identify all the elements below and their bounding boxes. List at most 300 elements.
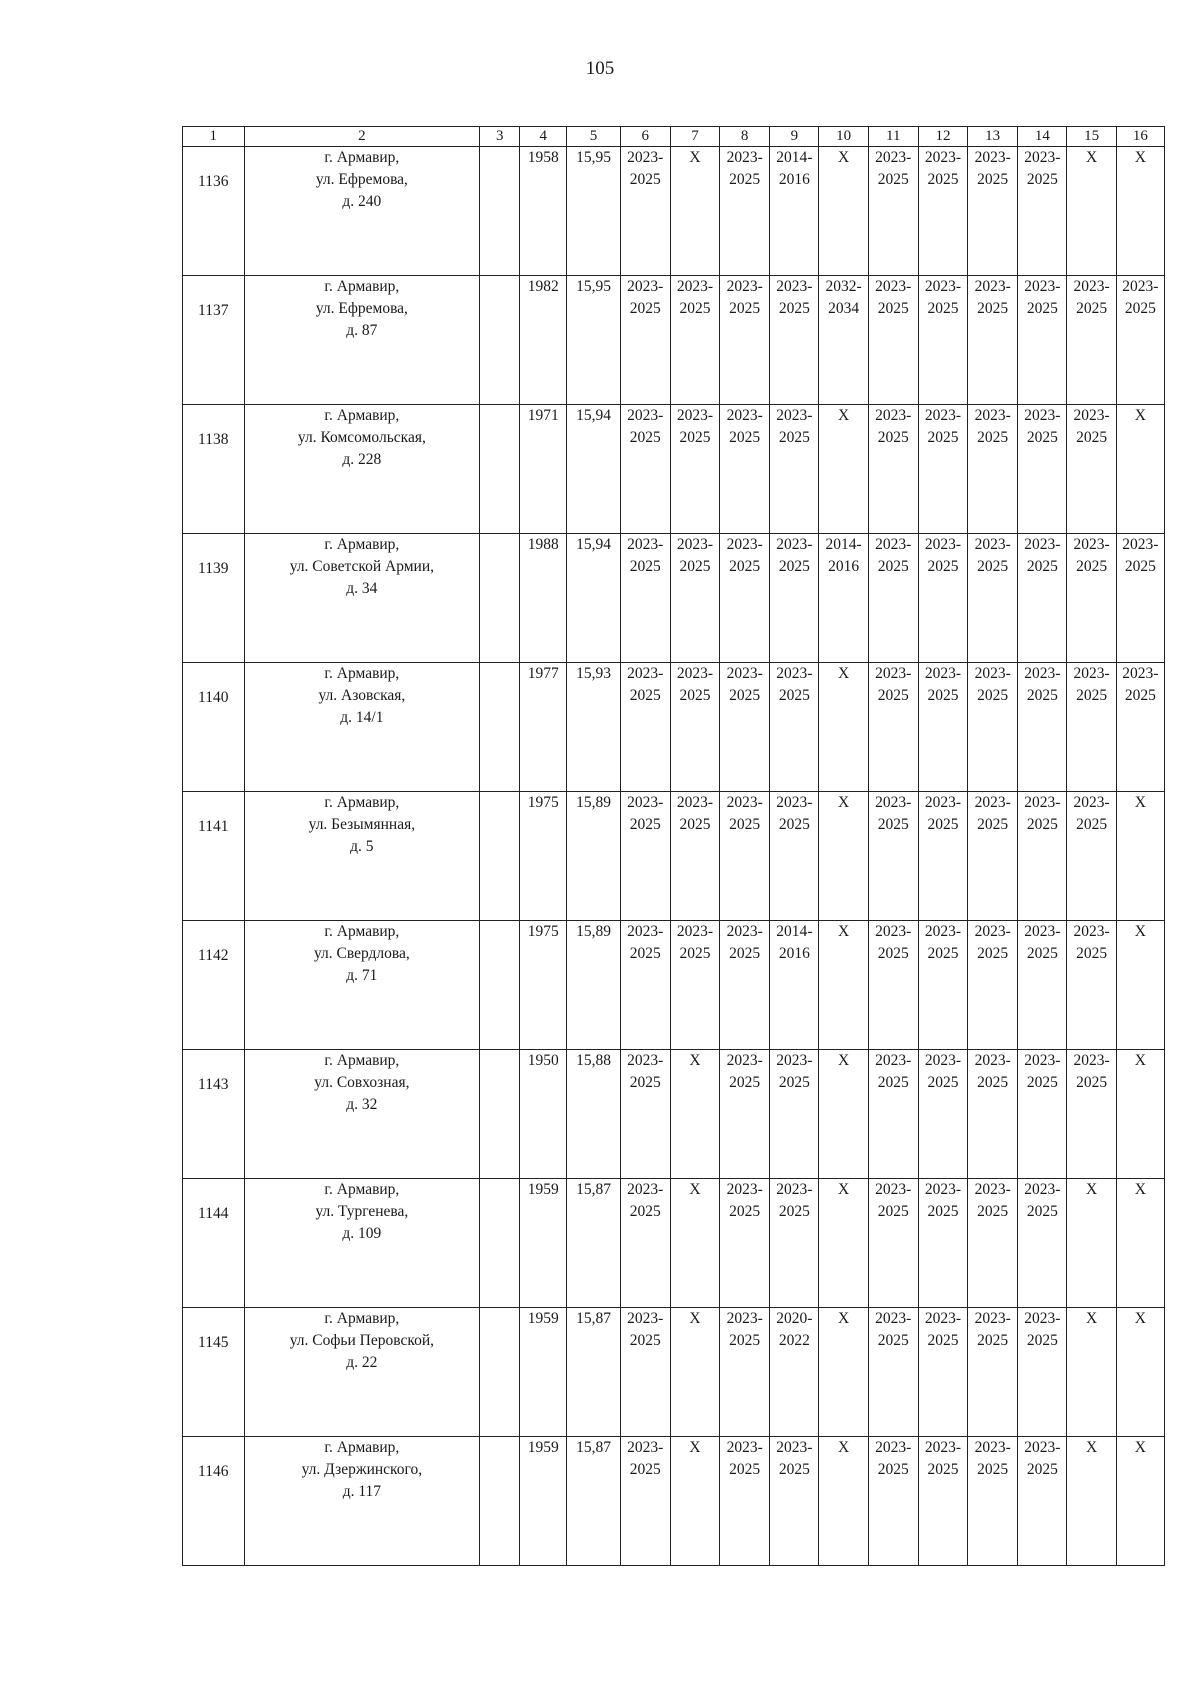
period-end: 2025 <box>877 300 909 317</box>
period-start: X <box>689 1181 701 1198</box>
period-end: 2025 <box>977 945 1009 962</box>
period-cell-col-14 <box>1018 276 1067 405</box>
period-cell-col-15 <box>1067 921 1116 1050</box>
period-cell-col-12 <box>918 1437 967 1566</box>
period-cell-col-16 <box>1116 1308 1164 1437</box>
address-street: ул. Азовская, <box>318 687 406 704</box>
period-start: 2023- <box>1024 536 1061 553</box>
period-cell-col-8 <box>720 663 770 792</box>
period-end: 2025 <box>778 429 810 446</box>
year-cell: 1988 <box>520 534 567 663</box>
value-cell: 15,95 <box>567 147 620 276</box>
period-end: 2025 <box>927 945 959 962</box>
column-header-12: 12 <box>918 127 967 147</box>
year-cell: 1959 <box>520 1437 567 1566</box>
period-end: 2025 <box>1124 558 1156 575</box>
row-number-cell <box>183 663 245 792</box>
period-start: 2023- <box>1024 278 1061 295</box>
period-end: 2016 <box>778 945 810 962</box>
table-row <box>183 276 1165 405</box>
address-cell <box>244 663 480 792</box>
value-cell: 15,89 <box>567 921 620 1050</box>
period-start: 2023- <box>676 794 714 811</box>
period-cell-col-9 <box>770 1437 819 1566</box>
period-start: 2023- <box>1073 665 1110 682</box>
table-body <box>183 147 1165 1566</box>
period-end: 2025 <box>1076 816 1108 833</box>
period-end: 2025 <box>629 816 661 833</box>
row-number: 1138 <box>198 431 229 448</box>
year-cell: 1977 <box>520 663 567 792</box>
period-end: 2025 <box>1026 1332 1058 1349</box>
period-start: X <box>689 149 701 166</box>
period-start: 2023- <box>676 278 714 295</box>
period-end: 2022 <box>778 1332 810 1349</box>
column-3-cell <box>480 663 520 792</box>
address-house: д. 34 <box>346 580 378 597</box>
period-cell-col-12 <box>918 921 967 1050</box>
period-end: 2025 <box>1026 1074 1058 1091</box>
address-street: ул. Тургенева, <box>315 1203 409 1220</box>
address-street: ул. Свердлова, <box>313 945 410 962</box>
period-end: 2025 <box>877 1461 909 1478</box>
year-cell: 1982 <box>520 276 567 405</box>
period-cell-col-14 <box>1018 663 1067 792</box>
period-cell-col-11 <box>868 1437 918 1566</box>
period-start: 2023- <box>1024 1439 1061 1456</box>
period-end: 2025 <box>1026 945 1058 962</box>
period-end: 2025 <box>729 429 761 446</box>
period-start: 2023- <box>875 149 912 166</box>
column-3-cell <box>480 405 520 534</box>
period-start: 2023- <box>627 923 664 940</box>
period-end: 2025 <box>877 816 909 833</box>
period-end: 2025 <box>679 687 711 704</box>
period-start: 2023- <box>627 665 664 682</box>
row-number: 1144 <box>198 1205 229 1222</box>
period-cell-col-11 <box>868 921 918 1050</box>
period-cell-col-15 <box>1067 276 1116 405</box>
column-header-7: 7 <box>670 127 719 147</box>
period-start: 2023- <box>924 665 962 682</box>
period-start: 2023- <box>1024 923 1061 940</box>
period-start: 2023- <box>627 1052 664 1069</box>
period-end: 2025 <box>1026 300 1058 317</box>
period-cell-col-13 <box>968 276 1018 405</box>
period-end: 2025 <box>877 558 909 575</box>
period-end: 2025 <box>927 171 959 188</box>
period-cell-col-9 <box>770 663 819 792</box>
period-end: 2025 <box>629 1074 661 1091</box>
period-start: X <box>1134 923 1146 940</box>
address-house: д. 240 <box>342 193 382 210</box>
period-cell-col-13 <box>968 663 1018 792</box>
period-cell-col-10 <box>819 663 868 792</box>
period-cell-col-11 <box>868 534 918 663</box>
address-cell <box>244 534 480 663</box>
period-cell-col-13 <box>968 921 1018 1050</box>
period-end: 2025 <box>877 1203 909 1220</box>
value-cell: 15,87 <box>567 1179 620 1308</box>
period-start: X <box>837 149 850 166</box>
period-start: 2023- <box>1073 536 1110 553</box>
period-start: 2023- <box>924 536 962 553</box>
column-3-cell <box>480 1050 520 1179</box>
period-start: 2023- <box>776 794 813 811</box>
period-cell-col-8 <box>720 1437 770 1566</box>
column-3-cell <box>480 276 520 405</box>
period-start: 2023- <box>726 278 763 295</box>
period-start: X <box>1134 794 1146 811</box>
period-end: 2025 <box>1124 300 1156 317</box>
period-end: 2025 <box>679 558 711 575</box>
period-end: 2025 <box>877 429 909 446</box>
period-start: 2023- <box>875 278 912 295</box>
period-cell-col-6 <box>620 276 670 405</box>
row-number: 1145 <box>198 1334 229 1351</box>
row-number-cell <box>183 921 245 1050</box>
period-cell-col-13 <box>968 1179 1018 1308</box>
period-start: 2023- <box>776 1439 813 1456</box>
column-header-11: 11 <box>868 127 918 147</box>
address-house: д. 14/1 <box>340 709 384 726</box>
row-number-cell <box>183 276 245 405</box>
period-end: 2025 <box>778 558 810 575</box>
page-number: 105 <box>585 58 615 79</box>
column-header-5: 5 <box>567 127 620 147</box>
period-cell-col-15 <box>1067 405 1116 534</box>
column-3-cell <box>480 921 520 1050</box>
period-cell-col-16 <box>1116 276 1164 405</box>
period-start: 2023- <box>875 536 912 553</box>
period-end: 2025 <box>1026 429 1058 446</box>
period-cell-col-13 <box>968 147 1018 276</box>
period-start: X <box>1085 1181 1098 1198</box>
column-header-6: 6 <box>620 127 670 147</box>
address-house: д. 32 <box>346 1096 378 1113</box>
period-end: 2025 <box>729 945 761 962</box>
period-start: 2023- <box>676 665 714 682</box>
period-start: 2023- <box>1122 665 1159 682</box>
period-start: 2023- <box>875 923 912 940</box>
period-end: 2025 <box>927 429 959 446</box>
period-cell-col-6 <box>620 1179 670 1308</box>
column-header-10: 10 <box>819 127 868 147</box>
row-number: 1146 <box>198 1463 229 1480</box>
table-row <box>183 1050 1165 1179</box>
period-start: 2023- <box>924 278 962 295</box>
period-cell-col-8 <box>720 1050 770 1179</box>
period-start: X <box>1134 1439 1146 1456</box>
period-end: 2025 <box>877 1074 909 1091</box>
period-start: 2023- <box>1073 923 1110 940</box>
period-end: 2025 <box>977 1461 1009 1478</box>
period-start: X <box>837 1181 850 1198</box>
period-start: 2023- <box>627 1181 664 1198</box>
period-cell-col-16 <box>1116 1050 1164 1179</box>
address-cell <box>244 276 480 405</box>
period-start: 2023- <box>726 1310 763 1327</box>
row-number-cell <box>183 1050 245 1179</box>
address-city: г. Армавир, <box>324 923 400 940</box>
period-start: 2023- <box>1073 1052 1110 1069</box>
period-start: 2023- <box>875 665 912 682</box>
period-cell-col-16 <box>1116 1437 1164 1566</box>
period-end: 2025 <box>778 300 810 317</box>
period-cell-col-13 <box>968 1050 1018 1179</box>
period-end: 2025 <box>679 300 711 317</box>
period-cell-col-6 <box>620 1437 670 1566</box>
period-end: 2016 <box>778 171 810 188</box>
period-end: 2025 <box>927 300 959 317</box>
period-end: 2025 <box>877 1332 909 1349</box>
period-start: 2023- <box>627 1310 664 1327</box>
period-cell-col-14 <box>1018 147 1067 276</box>
address-street: ул. Ефремова, <box>315 300 408 317</box>
period-start: 2023- <box>1024 1181 1061 1198</box>
value-cell: 15,94 <box>567 534 620 663</box>
period-cell-col-8 <box>720 792 770 921</box>
period-end: 2034 <box>828 300 860 317</box>
period-cell-col-15 <box>1067 1308 1116 1437</box>
period-end: 2025 <box>1026 171 1058 188</box>
period-cell-col-14 <box>1018 534 1067 663</box>
period-cell-col-12 <box>918 534 967 663</box>
period-start: 2023- <box>1024 149 1061 166</box>
period-start: 2023- <box>627 407 664 424</box>
period-start: 2023- <box>1024 1052 1061 1069</box>
period-end: 2025 <box>629 1332 661 1349</box>
address-city: г. Армавир, <box>324 1052 400 1069</box>
column-3-cell <box>480 147 520 276</box>
period-cell-col-7 <box>670 276 719 405</box>
period-cell-col-10 <box>819 1437 868 1566</box>
period-cell-col-14 <box>1018 1179 1067 1308</box>
period-cell-col-16 <box>1116 405 1164 534</box>
address-cell <box>244 405 480 534</box>
period-cell-col-8 <box>720 405 770 534</box>
period-cell-col-6 <box>620 921 670 1050</box>
period-cell-col-16 <box>1116 921 1164 1050</box>
period-end: 2025 <box>1076 558 1108 575</box>
period-start: 2032- <box>825 278 862 295</box>
period-start: 2023- <box>1024 1310 1061 1327</box>
period-cell-col-9 <box>770 1050 819 1179</box>
address-cell <box>244 921 480 1050</box>
period-cell-col-8 <box>720 1179 770 1308</box>
period-cell-col-14 <box>1018 1308 1067 1437</box>
period-start: 2023- <box>1024 407 1061 424</box>
period-cell-col-14 <box>1018 792 1067 921</box>
period-start: 2023- <box>726 665 763 682</box>
period-start: X <box>689 1439 701 1456</box>
address-city: г. Армавир, <box>324 665 400 682</box>
value-cell: 15,88 <box>567 1050 620 1179</box>
period-cell-col-7 <box>670 663 719 792</box>
period-cell-col-8 <box>720 147 770 276</box>
period-cell-col-6 <box>620 1308 670 1437</box>
period-start: 2023- <box>974 923 1011 940</box>
period-cell-col-16 <box>1116 147 1164 276</box>
address-cell <box>244 147 480 276</box>
period-cell-col-7 <box>670 921 719 1050</box>
table-row <box>183 1437 1165 1566</box>
period-end: 2025 <box>1076 300 1108 317</box>
period-start: X <box>1134 1181 1146 1198</box>
period-start: 2023- <box>974 1052 1011 1069</box>
period-cell-col-7 <box>670 405 719 534</box>
period-cell-col-10 <box>819 147 868 276</box>
column-header-9: 9 <box>770 127 819 147</box>
period-start: 2023- <box>676 923 714 940</box>
period-start: 2023- <box>776 1181 813 1198</box>
column-3-cell <box>480 1179 520 1308</box>
column-header-3: 3 <box>480 127 520 147</box>
period-end: 2025 <box>977 1074 1009 1091</box>
period-cell-col-16 <box>1116 663 1164 792</box>
period-cell-col-11 <box>868 405 918 534</box>
period-cell-col-11 <box>868 147 918 276</box>
period-start: 2023- <box>924 1439 962 1456</box>
address-street: ул. Безымянная, <box>308 816 416 833</box>
period-start: 2023- <box>974 665 1011 682</box>
address-city: г. Армавир, <box>324 149 400 166</box>
period-start: 2023- <box>627 149 664 166</box>
period-cell-col-14 <box>1018 1437 1067 1566</box>
period-cell-col-6 <box>620 534 670 663</box>
address-street: ул. Совхозная, <box>314 1074 410 1091</box>
row-number: 1137 <box>198 302 229 319</box>
address-cell <box>244 1050 480 1179</box>
period-end: 2025 <box>729 687 761 704</box>
period-start: 2023- <box>875 1310 912 1327</box>
period-start: 2023- <box>974 149 1011 166</box>
period-end: 2025 <box>877 945 909 962</box>
period-end: 2025 <box>1026 558 1058 575</box>
period-cell-col-12 <box>918 405 967 534</box>
period-start: 2014- <box>776 923 813 940</box>
year-cell: 1959 <box>520 1308 567 1437</box>
row-number-cell <box>183 1437 245 1566</box>
row-number-cell <box>183 792 245 921</box>
period-cell-col-7 <box>670 1050 719 1179</box>
period-start: 2020- <box>776 1310 813 1327</box>
period-start: X <box>1134 149 1146 166</box>
year-cell: 1971 <box>520 405 567 534</box>
period-cell-col-14 <box>1018 405 1067 534</box>
period-cell-col-9 <box>770 1308 819 1437</box>
period-cell-col-13 <box>968 1437 1018 1566</box>
period-start: 2023- <box>974 536 1011 553</box>
period-start: X <box>689 1310 701 1327</box>
period-cell-col-7 <box>670 792 719 921</box>
period-cell-col-10 <box>819 1050 868 1179</box>
period-end: 2025 <box>927 687 959 704</box>
period-cell-col-15 <box>1067 1437 1116 1566</box>
period-cell-col-6 <box>620 1050 670 1179</box>
column-header-15: 15 <box>1067 127 1116 147</box>
period-end: 2025 <box>778 1461 810 1478</box>
address-house: д. 5 <box>350 838 374 855</box>
period-start: 2023- <box>974 794 1011 811</box>
period-end: 2025 <box>679 429 711 446</box>
address-city: г. Армавир, <box>324 407 400 424</box>
period-start: 2023- <box>875 794 912 811</box>
period-end: 2025 <box>629 171 661 188</box>
period-start: 2023- <box>627 794 664 811</box>
period-start: 2023- <box>1073 278 1110 295</box>
period-start: 2014- <box>776 149 813 166</box>
address-city: г. Армавир, <box>324 1439 400 1456</box>
period-start: X <box>837 1052 850 1069</box>
period-end: 2025 <box>927 1203 959 1220</box>
period-end: 2025 <box>729 171 761 188</box>
period-cell-col-6 <box>620 147 670 276</box>
period-start: 2023- <box>875 407 912 424</box>
period-end: 2025 <box>1076 945 1108 962</box>
column-header-1: 1 <box>183 127 245 147</box>
period-cell-col-12 <box>918 147 967 276</box>
row-number: 1136 <box>198 173 229 190</box>
column-3-cell <box>480 792 520 921</box>
period-cell-col-12 <box>918 792 967 921</box>
address-house: д. 109 <box>342 1225 382 1242</box>
period-end: 2025 <box>629 1203 661 1220</box>
table-row <box>183 792 1165 921</box>
period-end: 2025 <box>679 945 711 962</box>
period-cell-col-10 <box>819 792 868 921</box>
period-cell-col-7 <box>670 1437 719 1566</box>
period-start: 2023- <box>974 1181 1011 1198</box>
period-cell-col-10 <box>819 276 868 405</box>
period-cell-col-9 <box>770 405 819 534</box>
period-start: 2023- <box>726 536 763 553</box>
period-start: X <box>1085 1439 1098 1456</box>
period-cell-col-11 <box>868 663 918 792</box>
period-start: 2023- <box>974 1439 1011 1456</box>
period-cell-col-11 <box>868 276 918 405</box>
value-cell: 15,89 <box>567 792 620 921</box>
column-header-13: 13 <box>968 127 1018 147</box>
period-start: 2023- <box>726 407 763 424</box>
period-start: 2023- <box>875 1181 912 1198</box>
address-house: д. 117 <box>342 1483 382 1500</box>
period-cell-col-7 <box>670 1308 719 1437</box>
period-cell-col-15 <box>1067 792 1116 921</box>
period-cell-col-13 <box>968 405 1018 534</box>
address-house: д. 71 <box>346 967 378 984</box>
period-end: 2025 <box>729 1332 761 1349</box>
value-cell: 15,93 <box>567 663 620 792</box>
year-cell: 1958 <box>520 147 567 276</box>
period-cell-col-11 <box>868 792 918 921</box>
period-start: X <box>689 1052 701 1069</box>
period-end: 2016 <box>828 558 860 575</box>
period-start: 2023- <box>1122 278 1159 295</box>
period-end: 2025 <box>877 687 909 704</box>
period-start: 2023- <box>1073 794 1110 811</box>
period-cell-col-13 <box>968 534 1018 663</box>
period-start: 2023- <box>974 1310 1011 1327</box>
period-end: 2025 <box>977 171 1009 188</box>
period-cell-col-16 <box>1116 1179 1164 1308</box>
period-end: 2025 <box>629 300 661 317</box>
period-cell-col-12 <box>918 1308 967 1437</box>
period-end: 2025 <box>977 558 1009 575</box>
period-end: 2025 <box>1076 687 1108 704</box>
period-start: X <box>837 1439 850 1456</box>
period-end: 2025 <box>1076 1074 1108 1091</box>
